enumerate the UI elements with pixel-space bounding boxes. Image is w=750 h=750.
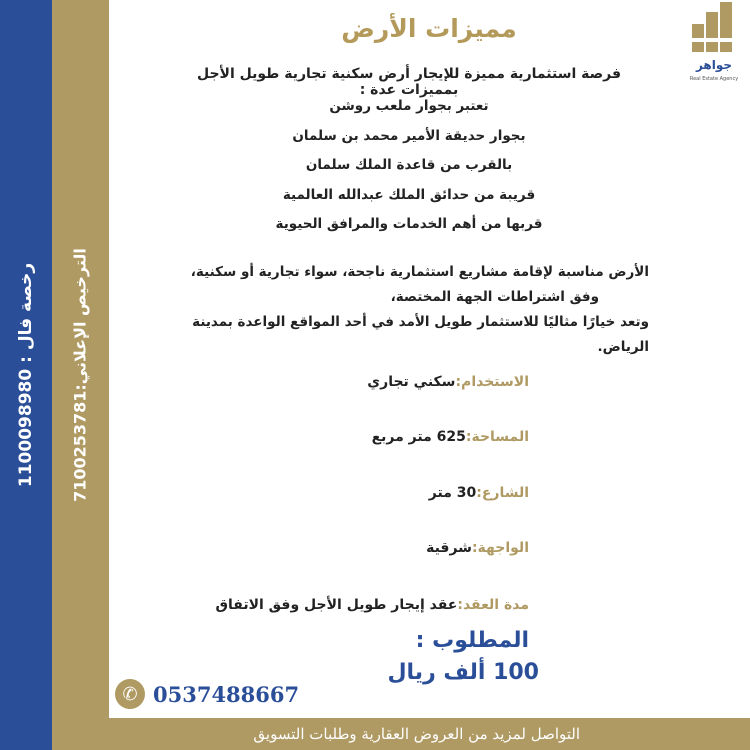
footer-text: التواصل لمزيد من العروض العقارية وطلبات التسويق [253,725,580,743]
feature-item: قريبة من حدائق الملك عبدالله العالمية [282,186,536,203]
feature-item: تعتبر بجوار ملعب روشن [329,98,489,114]
ad-license-text: الترخيص الإعلاني:7100253781 [70,248,90,502]
license-sidebar [0,0,52,750]
feature-item: قربها من أهم الخدمات والمرافق الحيوية [275,216,543,232]
fal-license-text: رخصة فال : 1100098980 [16,262,36,488]
detail-facade [269,540,529,556]
description-paragraph [169,260,649,355]
features-list [199,92,619,240]
logo-name: جواهر [695,58,733,72]
page-title: مميزات الأرض [341,14,517,43]
detail-street [269,485,529,501]
detail-key: مدة العقد: [457,597,529,613]
footer-bar [109,718,750,750]
feature-item: بجوار حديقة الأمير محمد بن سلمان [292,127,526,144]
detail-usage [269,374,529,390]
listing-card [109,0,750,718]
detail-value: سكني تجاري [367,374,456,390]
detail-key: المساحة: [465,429,529,445]
detail-value: عقد إيجار طويل الأجل وفق الاتفاق [215,597,458,613]
detail-value: شرقية [426,540,472,556]
ad-license-sidebar [52,0,109,750]
logo-subtitle: Real Estate Agency [689,76,739,82]
feature-item: بالقرب من قاعدة الملك سلمان [305,157,513,173]
detail-key: الاستخدام: [455,374,529,390]
required-label: المطلوب : [415,628,529,653]
detail-area [269,429,529,445]
detail-key: الشارع: [476,485,529,501]
phone-contact[interactable] [115,676,299,712]
detail-value: 625 متر مربع [371,429,466,445]
detail-value: 30 متر [428,485,477,501]
company-logo [684,2,744,90]
paragraph-line: وتعد خيارًا مثاليًا للاستثمار طويل الأمد في أحد المواقع الواعدة بمدينة الرياض. [192,314,649,355]
logo-mark-icon [692,2,736,52]
phone-icon: ✆ [115,679,145,709]
intro-text: فرصة استثمارية مميزة للإيجار أرض سكنية تجارية طويل الأجل بمميزات عدة : [196,66,622,98]
price: 100 ألف ريال [387,660,539,685]
detail-key: الواجهة: [471,540,529,556]
paragraph-line: وفق اشتراطات الجهة المختصة، [390,289,599,305]
paragraph-line: الأرض مناسبة لإقامة مشاريع استثمارية ناجحة، سواء تجارية أو سكنية، [190,264,649,280]
detail-contract [215,597,529,613]
phone-number[interactable]: 0537488667 [153,681,300,707]
